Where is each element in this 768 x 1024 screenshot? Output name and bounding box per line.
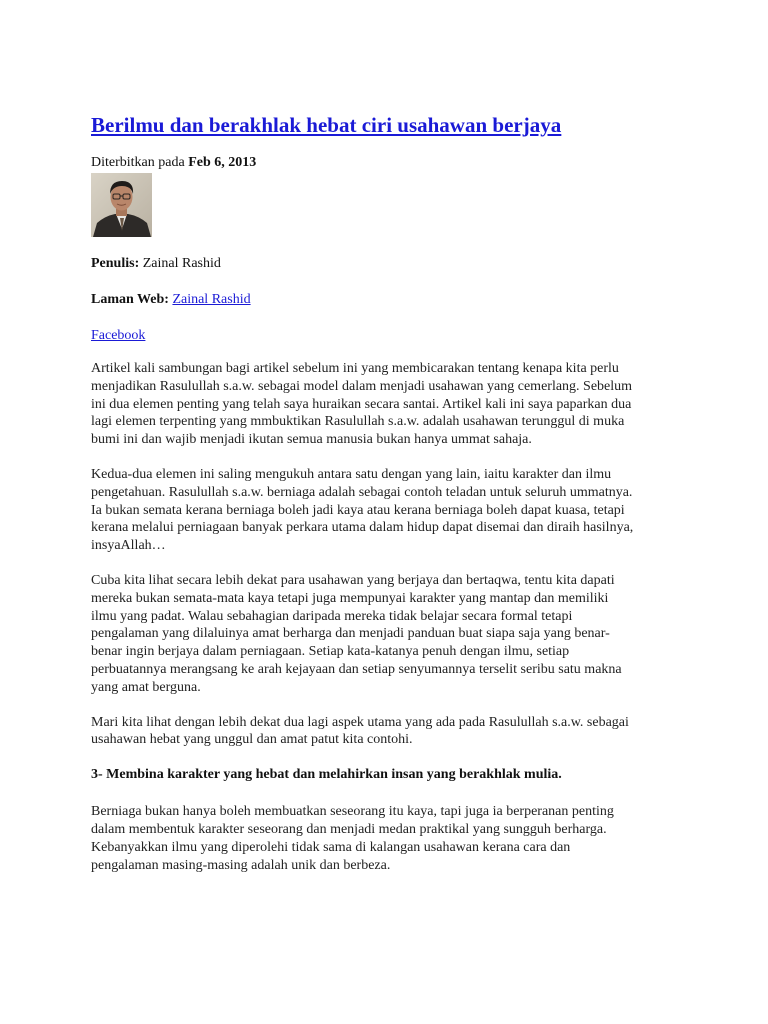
paragraph-line: benar ingin berjaya dalam perniagaan. Setiap kata-katanya penuh dengan ilmu, setiap bbox=[91, 644, 570, 660]
published-line bbox=[91, 154, 691, 172]
published-date: Feb 6, 2013 bbox=[188, 155, 257, 170]
paragraph-line: usahawan hebat yang unggul dan amat patut kita contohi. bbox=[91, 732, 413, 748]
paragraph-line: Cuba kita lihat secara lebih dekat para usahawan yang berjaya dan bertaqwa, tentu kita dapati bbox=[91, 572, 615, 588]
author-line bbox=[91, 255, 691, 273]
paragraph-line: kerana melalui perniagaan banyak perkara utama dalam hidup dapat disemai dan diraih hasilnya, bbox=[91, 520, 634, 536]
paragraph-line: perbuatannya merangsang ke arah kejayaan dan setiap senyumannya terselit seribu satu makna bbox=[91, 661, 622, 677]
paragraph-line: Berniaga bukan hanya boleh membuatkan seseorang itu kaya, tapi juga ia berperanan penting bbox=[91, 804, 614, 820]
website-line bbox=[91, 291, 691, 309]
paragraph-line: Artikel kali sambungan bagi artikel sebelum ini yang membicarakan tentang kenapa kita perlu bbox=[91, 361, 619, 376]
article-title[interactable] bbox=[91, 108, 691, 142]
paragraph-line: menjadikan Rasulullah s.a.w. sebagai model dalam menjadi usahawan yang cemerlang. Sebelum bbox=[91, 378, 633, 394]
closing-paragraph bbox=[91, 803, 691, 874]
author-label: Penulis: bbox=[91, 256, 140, 271]
paragraph-2 bbox=[91, 466, 691, 555]
paragraph-line: insyaAllah… bbox=[91, 538, 166, 554]
paragraph-line: pengalaman masing-masing adalah unik dan berbeza. bbox=[91, 857, 391, 873]
section-heading: 3- Membina karakter yang hebat dan melahirkan insan yang berakhlak mulia. bbox=[91, 767, 562, 783]
author-photo bbox=[91, 173, 152, 237]
paragraph-line: bumi ini dan wajib menjadi ikutan semua manusia bukan hanya ummat sahaja. bbox=[91, 432, 532, 448]
paragraph-line: ini dua elemen penting yang telah saya huraikan secara santai. Artikel kali ini saya paparkan dua bbox=[91, 396, 632, 412]
facebook-line bbox=[91, 327, 691, 345]
paragraph-4 bbox=[91, 714, 691, 750]
website-label: Laman Web: bbox=[91, 292, 169, 307]
paragraph-line: lagi elemen terpenting yang mmbuktikan Rasulullah s.a.w. adalah usahawan terunggul di muka bbox=[91, 414, 625, 430]
article-title-link[interactable]: Berilmu dan berakhlak hebat ciri usahawan berjaya bbox=[91, 113, 562, 137]
paragraph-line: ilmu yang padat. Walau sebahagian daripada mereka tidak belajar secara formal tetapi bbox=[91, 608, 573, 624]
paragraph-3 bbox=[91, 572, 691, 697]
paragraph-line: dalam membentuk karakter seseorang dan menjadi medan praktikal yang sungguh berharga. bbox=[91, 821, 607, 837]
published-label: Diterbitkan pada bbox=[91, 155, 189, 170]
paragraph-line: Mari kita lihat dengan lebih dekat dua lagi aspek utama yang ada pada Rasulullah s.a.w. sebagai bbox=[91, 714, 629, 730]
paragraph-line: pengalaman yang dilaluinya amat berharga dan menjadi panduan buat siapa saja yang benar- bbox=[91, 626, 610, 642]
author-portrait-image bbox=[91, 173, 152, 237]
paragraph-line: yang amat berguna. bbox=[91, 679, 201, 695]
paragraph-line: mereka bukan semata-mata kaya tetapi juga mempunyai karakter yang mantap dan memiliki bbox=[91, 590, 609, 606]
paragraph-line: Kedua-dua elemen ini saling mengukuh antara satu dengan yang lain, iaitu karakter dan ilmu bbox=[91, 466, 612, 482]
article bbox=[91, 108, 691, 874]
paragraph-line: Ia bukan semata kerana berniaga boleh jadi kaya atau kerana berniaga boleh dapat kuasa, tetapi bbox=[91, 502, 625, 518]
author-name: Zainal Rashid bbox=[139, 256, 221, 271]
paragraph-line: Kebanyakkan ilmu yang diperolehi tidak sama di kalangan usahawan kerana cara dan bbox=[91, 839, 571, 855]
website-link[interactable]: Zainal Rashid bbox=[172, 292, 251, 307]
facebook-link[interactable]: Facebook bbox=[91, 328, 146, 343]
paragraph-line: pengetahuan. Rasulullah s.a.w. berniaga adalah sebagai contoh teladan untuk seluruh ummatnya. bbox=[91, 484, 633, 500]
paragraph-1 bbox=[91, 360, 691, 449]
